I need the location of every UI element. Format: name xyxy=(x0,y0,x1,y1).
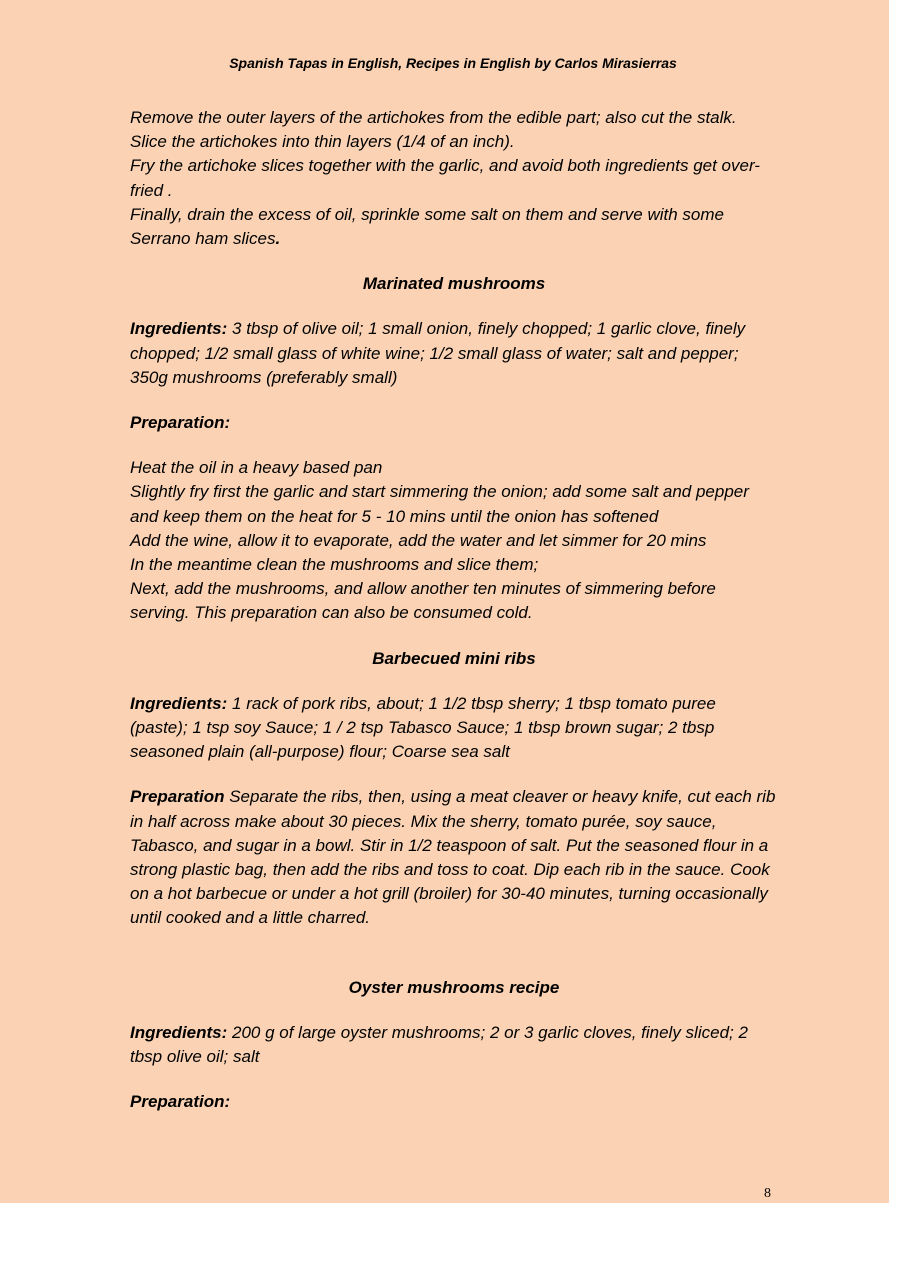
marinated-step: Slightly fry first the garlic and start simmering the onion; add some salt and pepper and keep them on the heat for 5 - 10 mins until the onion has softened xyxy=(130,482,749,526)
page-number: 8 xyxy=(764,1186,771,1201)
ribs-preparation: Preparation Separate the ribs, then, using a meat cleaver or heavy knife, cut each rib in half across make about 30 pieces. Mix the sherry, tomato purée, soy sauce, Tabasco, and sugar in a bowl. Stir in 1/2 teaspoon of salt. Put the seasoned flour in a strong plastic bag, then add the ribs and toss to coat. Dip each rib in the sauce. Cook on a hot barbecue or under a hot grill (broiler) for 30-40 minutes, turning occasionally until cooked and a little charred. xyxy=(130,787,776,928)
artichoke-step: Fry the artichoke slices together with the garlic, and avoid both ingredients get over-fried . xyxy=(130,156,760,200)
barbecued-ribs-title: Barbecued mini ribs xyxy=(372,648,536,668)
marinated-mushrooms-title: Marinated mushrooms xyxy=(362,274,546,294)
page-content xyxy=(130,106,778,1115)
oyster-ingredients: Ingredients: 200 g of large oyster mushrooms; 2 or 3 garlic cloves, finely sliced; 2 tbsp olive oil; salt xyxy=(130,1022,748,1067)
marinated-step: Add the wine, allow it to evaporate, add the water and let simmer for 20 mins xyxy=(130,530,707,550)
marinated-step: Next, add the mushrooms, and allow another ten minutes of simmering before serving. This preparation can also be consumed cold. xyxy=(130,579,716,623)
marinated-preparation-label: Preparation: xyxy=(130,413,231,433)
marinated-step: In the meantime clean the mushrooms and slice them; xyxy=(130,555,539,575)
ribs-ingredients: Ingredients: 1 rack of pork ribs, about; 1 1/2 tbsp sherry; 1 tbsp tomato puree (paste); 1 tsp soy Sauce; 1 / 2 tsp Tabasco Sauce; 1 tbsp brown sugar; 2 tbsp seasoned plain (all-purpose) flour; Coarse sea salt xyxy=(130,693,716,762)
artichoke-step: Slice the artichokes into thin layers (1/4 of an inch). xyxy=(130,132,515,152)
artichoke-step: Finally, drain the excess of oil, sprinkle some salt on them and serve with some Serrano ham slices. xyxy=(130,204,725,249)
oyster-preparation-label: Preparation: xyxy=(130,1092,231,1112)
marinated-step: Heat the oil in a heavy based pan xyxy=(130,458,383,478)
oyster-mushrooms-title: Oyster mushrooms recipe xyxy=(348,977,560,997)
marinated-ingredients: Ingredients: 3 tbsp of olive oil; 1 small onion, finely chopped; 1 garlic clove, finely chopped; 1/2 small glass of white wine; 1/2 small glass of water; salt and pepper; 350g mushrooms (preferably small) xyxy=(130,319,746,387)
artichoke-step: Remove the outer layers of the artichokes from the edible part; also cut the stalk. xyxy=(130,108,737,127)
page-header: Spanish Tapas in English, Recipes in English by Carlos Mirasierras xyxy=(229,55,677,71)
